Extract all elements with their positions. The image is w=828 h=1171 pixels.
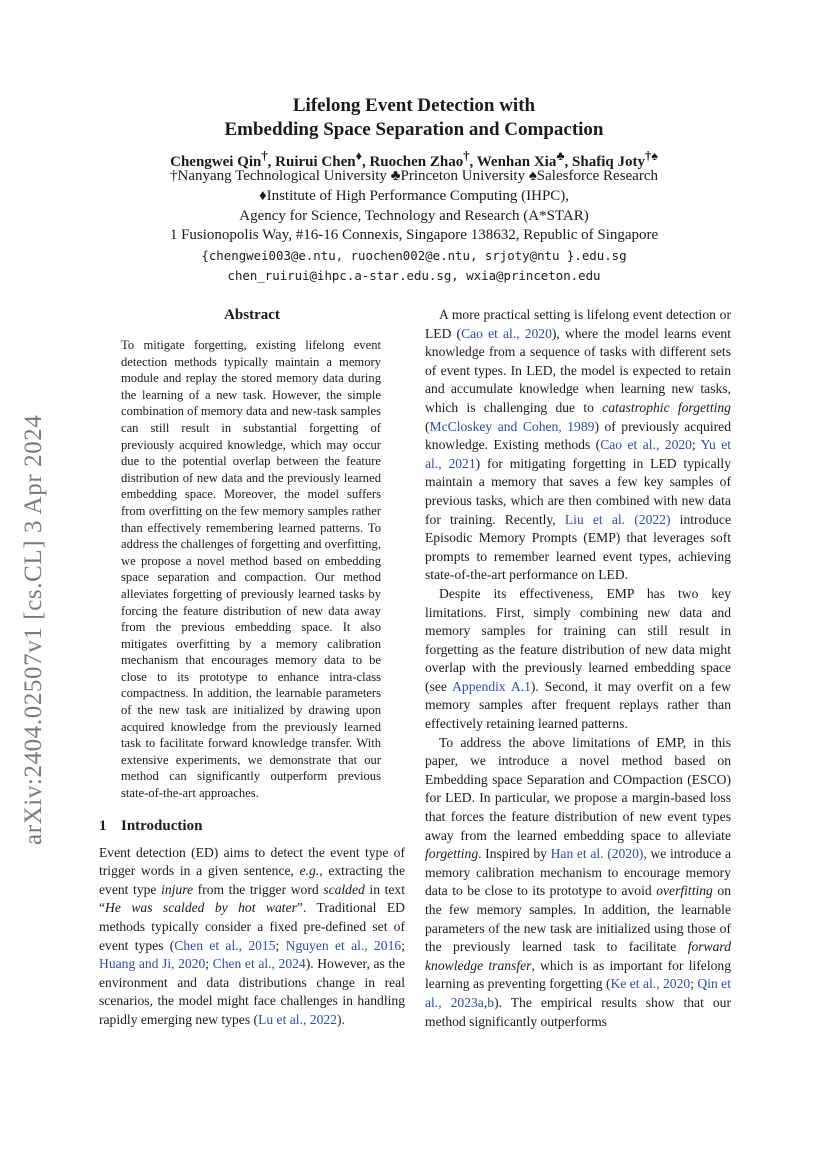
citation-link[interactable]: Cao et al., 2020 [461,325,552,341]
citation-link[interactable]: Han et al. (2020) [550,846,644,862]
affiliation-line: †Nanyang Technological University ♣Princeton University ♠Salesforce Research [169,168,658,184]
body-paragraph-2 [425,585,731,734]
text-run: forgetting [425,846,479,862]
text-run: LED [650,455,677,471]
text-run: . [624,567,629,583]
citation-link[interactable]: Ke et al., 2020 [610,976,691,992]
author-name: Shafiq Joty [572,154,645,170]
title-line-2: Embedding Space Separation and Compaction [224,119,604,140]
text-run: , [483,994,488,1010]
citation-link[interactable]: Chen et al., 2015 [174,937,276,953]
citation-link[interactable]: Huang and Ji, 2020 [99,956,206,972]
abstract-text: To mitigate forgetting, existing lifelong event detection methods typically maintain a memory module and replay the stored memory data during the learning of a new task. However, the simple combination of memory data and new-task samples can still result in substantial forgetting of previously acquired knowledge, which may occur due to the potential overlap between the feature distribution of new data and the previously learned embedding space. Moreover, the model suffers from overfitting on the few memory samples rather than effectively remembering learned patterns. To address the challenges of forgetting and overfitting, we propose a novel method based on embedding space separation and compaction. Our method alleviates forgetting of previously learned tasks by forcing the feature distribution of new data away from the previous embedding space. It also mitigates overfitting by a memory calibration mechanism that encourages memory data to be close to its prototype to enhance intra-class compactness. In addition, the learnable parameters of the new task are initialized by drawing upon acquired knowledge from the previously learned task to facilitate forward knowledge transfer. With extensive experiments, we demonstrate that our method can significantly outperform previous state-of-the-art approaches. [121,338,381,801]
text-run: typically maintain a memory that saves a few key samples of previous tasks, which are then combined with new data for training. Recently, [425,455,731,527]
text-run: extracting the event type [99,863,405,897]
text-run: ; [275,937,286,953]
text-run: forward knowledge transfer [425,939,731,973]
text-run: ), where the model learns event knowledge from a sequence of tasks with different sets of event types. In [425,325,732,378]
affiliation-line: 1 Fusionopolis Way, #16-16 Connexis, Singapore 138632, Republic of Singapore [169,227,659,244]
text-run: in text “ [99,881,405,916]
text-run: ). The empirical results show that our method significantly outperforms [425,994,732,1029]
text-run: LED [445,790,472,806]
author-name: Wenhan Xia [476,154,557,170]
text-run: on the few memory samples. In addition, the learnable parameters of the new task are initialized using those of the previously learned task to facilitate [425,883,731,955]
citation-link[interactable]: Cao et al., 2020 [600,437,692,453]
email-line: chen_ruirui@ihpc.a-star.edu.sg, wxia@princeton.edu [227,267,601,283]
text-run: ( [451,325,462,341]
title-line-1: Lifelong Event Detection with [292,95,536,116]
affiliations [0,167,828,286]
author-name: Ruirui Chen [275,154,356,170]
text-run: ). Second, it may overfit on a few memory samples after frequent replays rather than effectively retaining learned patterns. [425,678,731,732]
text-run: ) for mitigating forgetting in [475,455,651,471]
author-mark: ♦ [355,149,362,163]
citation-link[interactable]: Qin et al., 2023a [425,976,731,1010]
appendix-link[interactable]: Appendix A.1 [452,678,531,694]
citation-link[interactable]: Nguyen et al., 2016 [285,937,402,953]
text-run: injure [161,881,194,897]
author-mark: † [261,149,268,163]
left-column [99,306,405,1030]
text-run: Event detection (ED) aims to detect the event type of trigger words in a given sentence, [99,844,405,879]
body-paragraph-3 [425,734,731,1032]
text-run: introduce Episodic Memory Prompts (EMP) that leverages soft prompts to remember learned event types, achieving state-of-the-art performance on [425,511,731,583]
text-run: , which is as important for lifelong learning as preventing forgetting ( [425,957,731,992]
author-mark: † [463,149,470,163]
author-mark: ♣ [556,149,565,163]
text-run: ). However, as the environment and data distributions change in real scenarios, the model might face challenges in handling rapidly emerging new types ( [99,956,406,1027]
citation-link[interactable]: Chen et al., 2024 [212,956,306,972]
abstract-heading: Abstract [224,307,280,323]
text-run: He was scalded by hot water [105,900,297,916]
text-run: ; [690,976,698,992]
text-run: A more practical setting is lifelong event detection or [439,307,731,322]
text-run: LED [425,325,452,341]
text-run: catastrophic forgetting [602,399,731,415]
text-run: e.g., [299,863,323,879]
text-run: scalded [323,881,365,897]
author-mark: †♠ [644,149,658,163]
text-run: ). [336,1011,345,1027]
arxiv-watermark: arXiv:2404.02507v1 [cs.CL] 3 Apr 2024 [20,414,47,845]
author-name: Chengwei Qin [170,154,262,170]
section-title: Introduction [121,817,203,834]
right-column [425,306,731,1031]
section-heading [99,816,405,836]
text-run: ( [425,418,430,434]
paper-title [0,94,828,142]
section-number: 1 [99,817,107,834]
text-run: Despite its effectiveness, EMP has two key limitations. First, simply combining new data and memory samples for training can still result in forgetting as the feature distribution of new data might overlap with the previously learned embedding space (see [425,585,731,694]
citation-link[interactable]: b [487,994,495,1010]
author-list: Chengwei Qin†, Ruirui Chen♦, Ruochen Zhao†, Wenhan Xia♣, Shafiq Joty†♠ [170,149,658,170]
citation-link[interactable]: Yu et al., 2021 [425,437,732,471]
text-run: ) of previously acquired knowledge. Existing methods ( [425,418,731,453]
text-run: LED [598,567,625,583]
citation-link[interactable]: Liu et al. (2022) [564,511,671,527]
intro-paragraph-1 [99,844,405,1030]
text-run: LED [526,362,553,378]
text-run: . In particular, we propose a margin-based loss that forces the feature distribution of new event types away from the learned embedding space to alleviate [425,790,732,843]
text-run: . Inspired by [478,846,551,862]
affiliation-line: ♦Institute of High Performance Computing (IHPC), [258,187,570,204]
text-run: , we introduce a memory calibration mechanism to encourage memory data to be close to its prototype to avoid [425,846,731,899]
text-run: , the model is expected to retain and accumulate knowledge when learning new tasks, which is challenging due to [425,362,731,415]
text-run: ”. Traditional ED methods typically consider a fixed pre-defined set of event types ( [99,900,405,953]
email-line: {chengwei003@e.ntu, ruochen002@e.ntu, srjoty@ntu }.edu.sg [201,248,627,264]
body-paragraph-1 [425,306,731,585]
text-run: To address the above limitations of EMP, in this paper, we introduce a novel method based on Embedding space Separation and COmpaction (ESCO) for [425,734,731,806]
text-run: overfitting [656,883,713,899]
citation-link[interactable]: Lu et al., 2022 [258,1011,337,1027]
text-run: ; [691,437,701,453]
text-run: ; [401,937,405,953]
author-name: Ruochen Zhao [369,154,464,170]
text-run: ; [205,956,213,972]
citation-link[interactable]: McCloskey and Cohen, 1989 [429,418,595,434]
text-run: from the trigger word [193,881,324,897]
affiliation-line: Agency for Science, Technology and Research (A*STAR) [239,207,589,224]
